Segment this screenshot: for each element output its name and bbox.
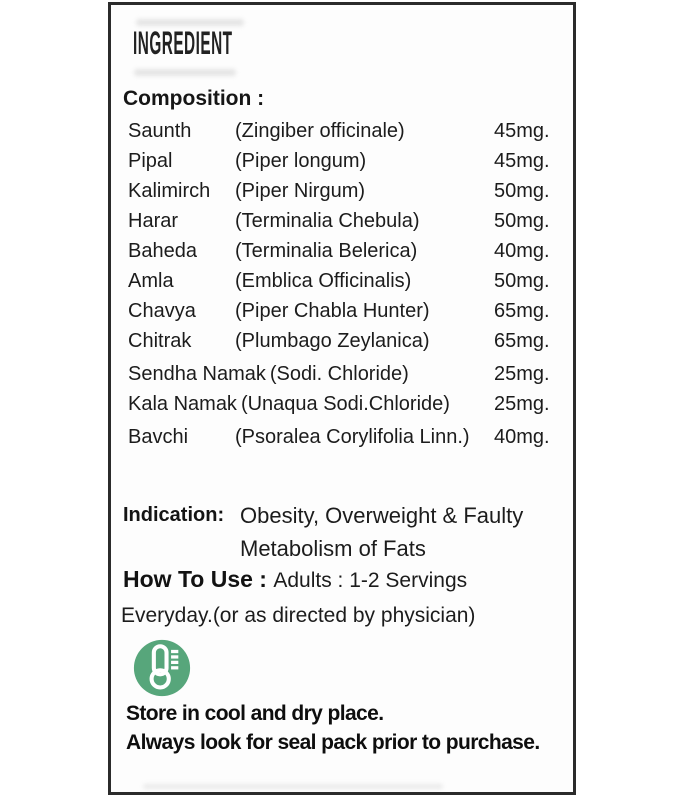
ingredient-row	[128, 266, 552, 296]
ingredient-latin-name: (Piper Chabla Hunter)	[235, 300, 430, 322]
ingredient-row	[128, 296, 552, 326]
indication-section	[123, 499, 523, 565]
indication-value	[240, 499, 523, 565]
ingredient-row	[128, 236, 552, 266]
ingredient-latin-name: (Unaqua Sodi.Chloride)	[240, 393, 450, 415]
storage-instructions	[126, 699, 540, 757]
ingredient-latin-name: (Sodi. Chloride)	[269, 363, 409, 385]
ingredient-latin-name: (Zingiber officinale)	[235, 120, 405, 142]
ingredient-row	[128, 326, 552, 356]
ingredient-amount: 25mg.	[494, 363, 550, 385]
indication-line2: Metabolism of Fats	[240, 536, 426, 561]
ingredient-row	[128, 176, 552, 206]
indication-label: Indication:	[123, 504, 225, 526]
ingredient-name: Pipal	[128, 150, 173, 172]
ingredient-amount: 45mg.	[494, 120, 550, 142]
ingredient-amount: 25mg.	[494, 393, 550, 415]
ingredient-name: Amla	[128, 270, 174, 292]
ingredient-name: Harar	[128, 210, 179, 232]
ingredient-amount: 65mg.	[494, 300, 550, 322]
ingredient-latin-name: (Piper Nirgum)	[235, 180, 366, 202]
label-title: INGREDIENT	[133, 25, 233, 61]
faded-print-artifact-bottom	[143, 784, 443, 789]
ingredient-latin-name: (Plumbago Zeylanica)	[235, 330, 430, 352]
ingredient-name: Chitrak	[128, 330, 192, 352]
ingredient-amount: 50mg.	[494, 180, 550, 202]
how-to-use-label: How To Use :	[123, 566, 274, 592]
ingredient-amount: 50mg.	[494, 210, 550, 232]
faded-print-artifact-under-title	[134, 69, 236, 76]
ingredient-row	[128, 116, 552, 146]
ingredient-amount: 45mg.	[494, 150, 550, 172]
ingredient-name: Baheda	[128, 240, 197, 262]
ingredient-name: Kala Namak	[128, 393, 237, 415]
ingredient-row	[128, 359, 552, 389]
ingredient-list	[128, 116, 552, 452]
storage-line2: Always look for seal pack prior to purchase.	[126, 731, 540, 754]
how-to-use-line2: Everyday.(or as directed by physician)	[121, 604, 476, 627]
ingredient-row	[128, 422, 552, 452]
indication-line1: Obesity, Overweight & Faulty	[240, 503, 524, 528]
ingredient-name: Saunth	[128, 120, 192, 142]
ingredient-latin-name: (Piper longum)	[235, 150, 367, 172]
how-to-use-section	[123, 566, 467, 593]
how-to-use-value: Adults : 1-2 Servings	[273, 569, 468, 592]
ingredient-row	[128, 146, 552, 176]
ingredient-amount: 40mg.	[494, 426, 550, 448]
ingredient-amount: 40mg.	[494, 240, 550, 262]
ingredient-name: Kalimirch	[128, 180, 211, 202]
ingredient-amount: 50mg.	[494, 270, 550, 292]
ingredient-name: Sendha Namak	[128, 363, 266, 385]
ingredient-name: Bavchi	[128, 426, 189, 448]
ingredient-amount: 65mg.	[494, 330, 550, 352]
ingredient-row	[128, 389, 552, 419]
ingredient-latin-name: (Terminalia Chebula)	[235, 210, 420, 232]
ingredient-latin-name: (Terminalia Belerica)	[235, 240, 418, 262]
label-frame	[108, 2, 576, 795]
storage-line1: Store in cool and dry place.	[126, 702, 384, 725]
ingredient-latin-name: (Psoralea Corylifolia Linn.)	[235, 426, 470, 448]
ingredient-row	[128, 206, 552, 236]
ingredient-name: Chavya	[128, 300, 196, 322]
ingredient-latin-name: (Emblica Officinalis)	[235, 270, 412, 292]
thermometer-icon	[133, 639, 191, 697]
composition-heading: Composition :	[123, 87, 265, 110]
